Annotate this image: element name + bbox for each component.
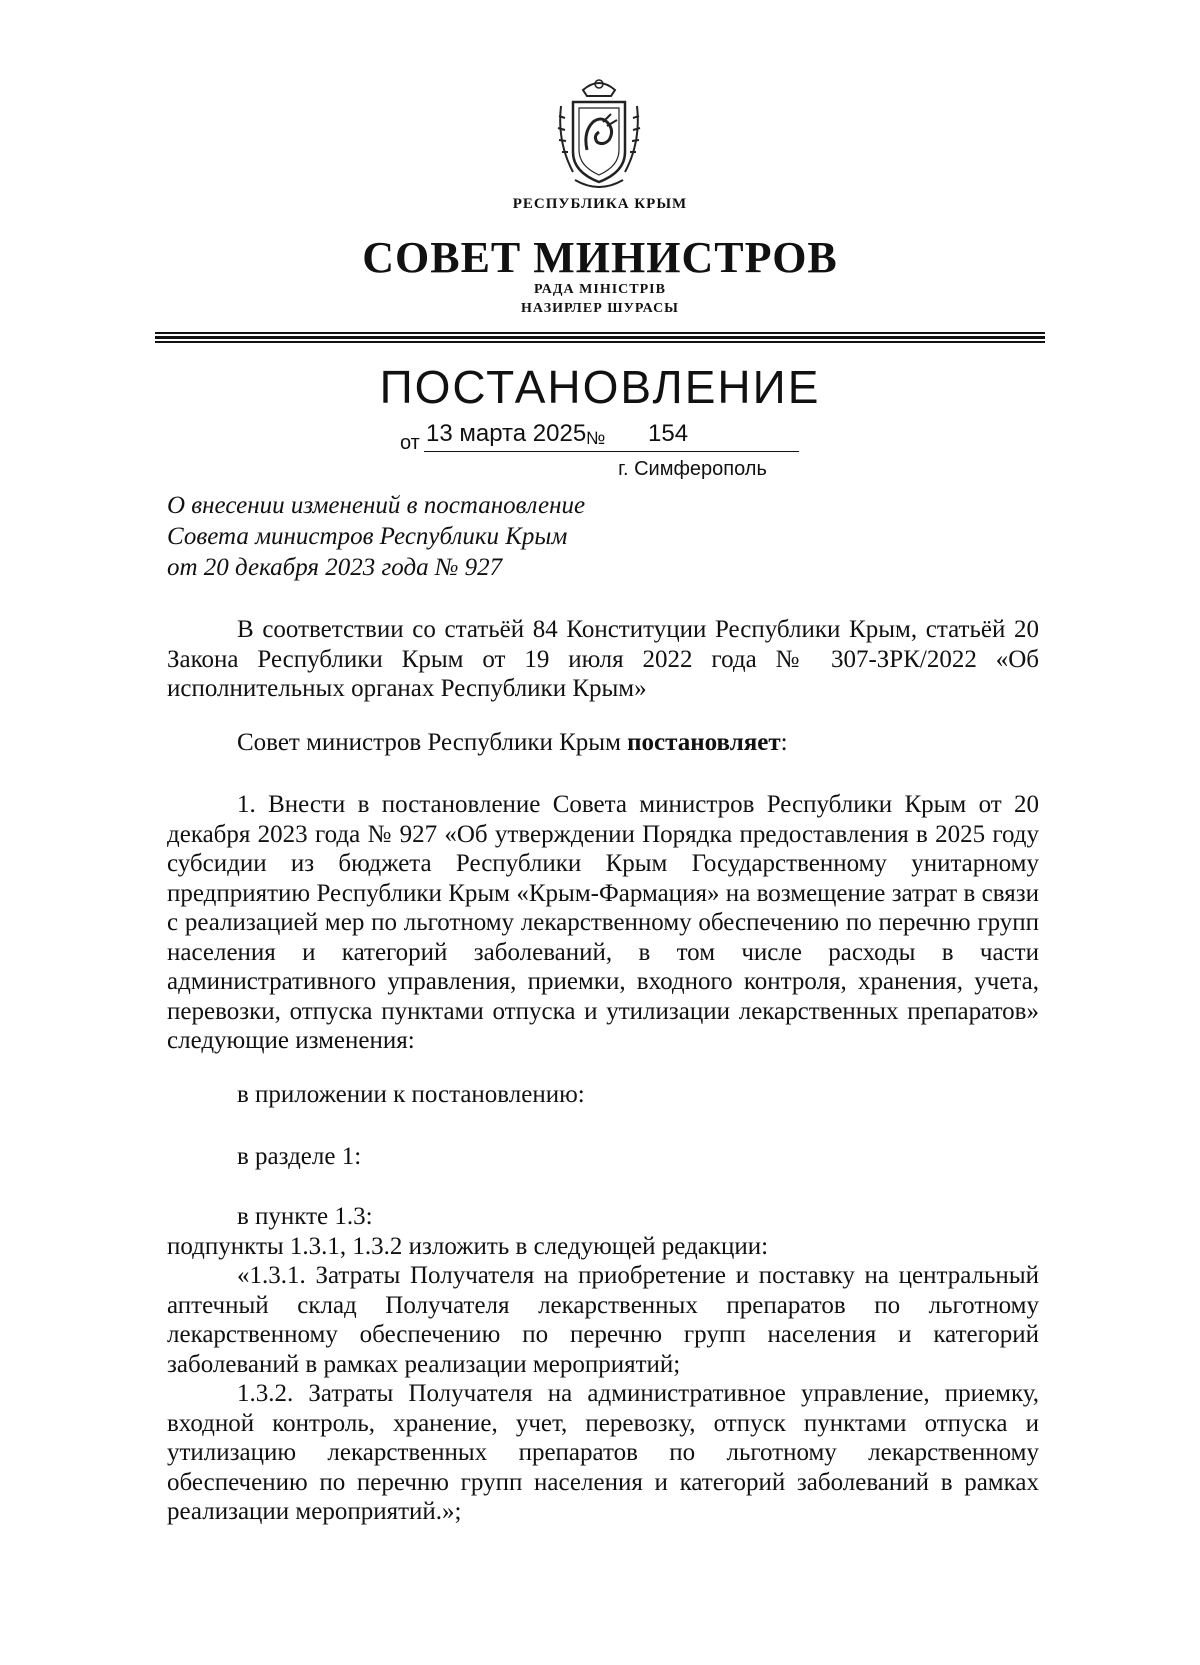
resolves-keyword: постановляет [627, 729, 781, 756]
body-section-block [167, 1142, 1039, 1172]
number-sign: № [586, 428, 606, 448]
document-number: 154 [648, 420, 689, 447]
council-name: СОВЕТ МИНИСТРОВ [362, 233, 838, 282]
body-annex-block [167, 1080, 1039, 1110]
resolves-paragraph [167, 728, 1039, 758]
date-number-line [400, 420, 800, 460]
city-name: г. Симферополь [618, 458, 767, 480]
resolves-prefix: Совет министров Республики Крым [237, 729, 628, 756]
document-date: 13 марта 2025 [426, 420, 587, 447]
item-1-paragraph: 1. Внести в постановление Совета министров Республики Крым от 20 декабря 2023 года № 927 «Об утверждении Порядка предоставления в 2025 году субсидии из бюджета Республики Крым Государственному унитарному предприятию Республики Крым «Крым-Фармация» на возмещение затрат в связи с реализацией мер по льготному лекарственному обеспечению по перечню групп населения и категорий заболеваний, в том числе расходы в части административного управления, приемки, входного контроля, хранения, учета, перевозки, отпуска пунктами отпуска и утилизации лекарственных препаратов» следующие изменения: [167, 791, 1039, 1054]
council-name-ukrainian: РАДА МІНІСТРІВ [534, 282, 666, 297]
subject-line-3: от 20 декабря 2023 года № 927 [167, 554, 503, 581]
subpoints-paragraph: подпункты 1.3.1, 1.3.2 изложить в следующей редакции: [167, 1232, 769, 1260]
republic-name: РЕСПУБЛИКА КРЫМ [512, 196, 688, 212]
header-rule-middle [155, 336, 1045, 339]
subject-line-2: Совета министров Республики Крым [167, 523, 568, 550]
header-rule-bottom [155, 341, 1045, 343]
body-changes-block [167, 1202, 1039, 1527]
council-name-crimean-tatar: НАЗИРЛЕР ШУРАСЫ [521, 301, 679, 316]
body-item1-block [167, 790, 1039, 1056]
preamble-paragraph: В соответствии со статьёй 84 Конституции Республики Крым, статьёй 20 Закона Республики Крым от 19 июля 2022 года № 307-ЗРК/2022 «Об исполнительных органах Республики Крым» [167, 616, 1039, 702]
document-subject [167, 490, 585, 583]
body-preamble-block [167, 615, 1039, 704]
subpoint-1-3-2-paragraph: 1.3.2. Затраты Получателя на административное управление, приемку, входной контроль, хранение, учет, перевозку, отпуск пунктами отпуска и утилизацию лекарственных препаратов по льготному лекарственному обеспечению по перечню групп населения и категорий заболеваний в рамках реализации мероприятий.»; [167, 1380, 1039, 1525]
date-underline [424, 451, 799, 452]
subpoint-1-3-1-paragraph: «1.3.1. Затраты Получателя на приобретение и поставку на центральный аптечный склад Получателя лекарственных препаратов по льготному лекарственному обеспечению по перечню групп населения и категорий заболеваний в рамках реализации мероприятий; [167, 1262, 1039, 1378]
header-rule-top [155, 332, 1045, 334]
date-prefix: от [400, 432, 420, 454]
point-paragraph: в пункте 1.3: [237, 1203, 373, 1230]
document-type-title: ПОСТАНОВЛЕНИЕ [379, 361, 821, 413]
body-resolves-block [167, 728, 1039, 758]
annex-paragraph: в приложении к постановлению: [237, 1081, 585, 1108]
subject-line-1: О внесении изменений в постановление [167, 492, 586, 519]
crimea-coat-of-arms-icon [553, 72, 645, 194]
resolves-suffix: : [780, 729, 788, 756]
section-paragraph: в разделе 1: [237, 1143, 362, 1170]
